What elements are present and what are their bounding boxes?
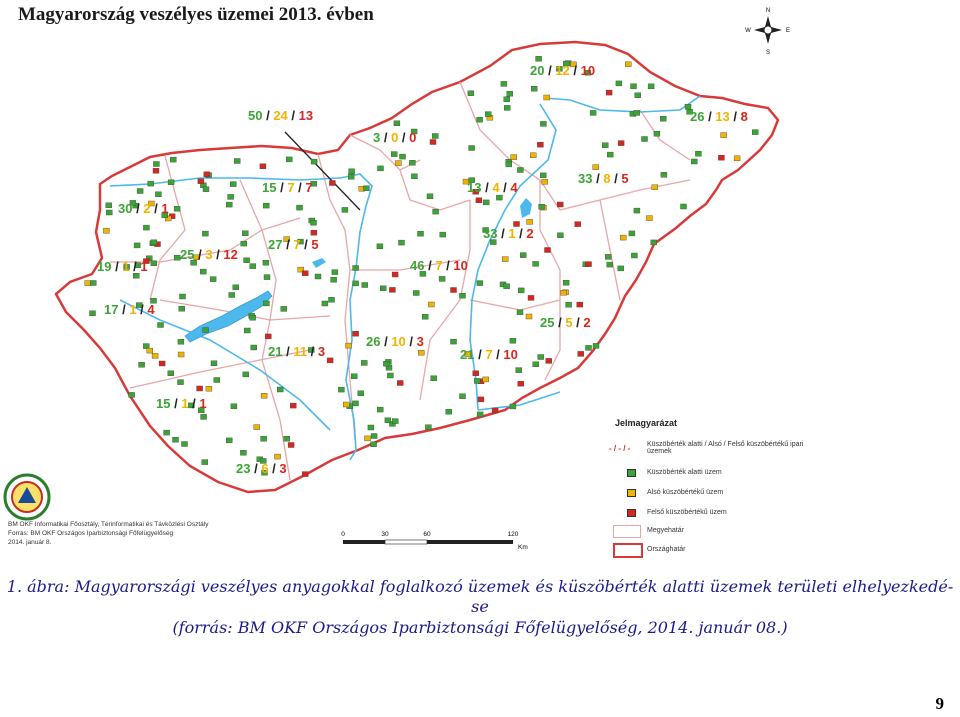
plant-marker xyxy=(178,339,184,344)
credit-line: 2014. január 8. xyxy=(8,539,52,546)
legend-green-symbol xyxy=(627,469,636,477)
county-count-fejer_s: 21 / 11 / 3 xyxy=(268,344,326,359)
plant-marker xyxy=(526,314,532,319)
plant-marker xyxy=(577,302,583,307)
plant-marker xyxy=(371,442,377,447)
plant-marker xyxy=(263,260,269,265)
plant-marker xyxy=(510,404,516,409)
plant-marker xyxy=(542,179,548,184)
plant-marker xyxy=(473,371,479,376)
plant-marker xyxy=(431,376,437,381)
plant-marker xyxy=(485,112,491,117)
county-count-budapest: 50 / 24 / 13 xyxy=(248,108,314,123)
plant-marker xyxy=(234,159,240,164)
plant-marker xyxy=(477,412,483,417)
plant-marker xyxy=(527,219,533,224)
plant-marker xyxy=(483,200,489,205)
plant-marker xyxy=(377,407,383,412)
plant-marker xyxy=(155,192,161,197)
plant-marker xyxy=(203,187,209,192)
plant-marker xyxy=(691,159,697,164)
plant-marker xyxy=(327,358,333,363)
county-count-szabolcs: 26 / 13 / 8 xyxy=(690,109,748,124)
plant-marker xyxy=(501,81,507,86)
plant-marker xyxy=(106,210,112,215)
plant-marker xyxy=(263,203,269,208)
compass-n: N xyxy=(765,8,771,14)
plant-marker xyxy=(483,377,489,382)
county-count-csongrad: 21 / 7 / 10 xyxy=(460,347,518,362)
plant-marker xyxy=(263,301,269,306)
plant-marker xyxy=(557,233,563,238)
plant-marker xyxy=(148,181,154,186)
plant-marker xyxy=(395,161,401,166)
plant-marker xyxy=(432,134,438,139)
page-number: 9 xyxy=(935,694,944,713)
plant-marker xyxy=(634,208,640,213)
map-legend xyxy=(605,417,820,562)
plant-marker xyxy=(625,62,631,67)
plant-marker xyxy=(718,155,724,160)
plant-marker xyxy=(265,334,271,339)
plant-marker xyxy=(331,277,337,282)
compass-rose xyxy=(745,8,790,56)
plant-marker xyxy=(590,110,596,115)
county-count-veszprem: 25 / 3 / 12 xyxy=(180,247,238,262)
compass-e: E xyxy=(785,28,791,34)
plant-marker xyxy=(277,387,283,392)
plant-marker xyxy=(322,301,328,306)
plant-marker xyxy=(178,380,184,385)
plant-marker xyxy=(631,253,637,258)
county-count-komarom: 15 / 7 / 7 xyxy=(262,180,313,195)
plant-marker xyxy=(297,205,303,210)
plant-marker xyxy=(168,180,174,185)
plant-marker xyxy=(329,297,335,302)
legend-red-symbol xyxy=(627,509,636,517)
plant-marker xyxy=(349,169,355,174)
plant-marker xyxy=(446,409,452,414)
plant-marker xyxy=(635,93,641,98)
plant-marker xyxy=(504,105,510,110)
plant-marker xyxy=(365,436,371,441)
plant-marker xyxy=(351,374,357,379)
plant-marker xyxy=(338,387,344,392)
figure-caption-line2: se xyxy=(471,597,489,616)
plant-marker xyxy=(106,203,112,208)
legend-item-yellow: Alsó küszöbértékű üzem xyxy=(647,489,724,496)
plant-marker xyxy=(180,294,186,299)
plant-marker xyxy=(210,277,216,282)
plant-marker xyxy=(631,84,637,89)
plant-marker xyxy=(315,274,321,279)
county-count-borsod: 20 / 12 / 10 xyxy=(530,63,596,78)
plant-marker xyxy=(173,437,179,442)
legend-county-symbol xyxy=(613,525,641,538)
plant-marker xyxy=(620,235,626,240)
plant-marker xyxy=(538,355,544,360)
plant-marker xyxy=(578,351,584,356)
plant-marker xyxy=(168,371,174,376)
plant-marker xyxy=(537,142,543,147)
plant-marker xyxy=(651,240,657,245)
plant-marker xyxy=(362,283,368,288)
plant-marker xyxy=(139,362,145,367)
plant-marker xyxy=(397,381,403,386)
legend-item-country: Országhatár xyxy=(647,546,686,553)
plant-marker xyxy=(197,386,203,391)
plant-marker xyxy=(392,272,398,277)
plant-marker xyxy=(332,270,338,275)
plant-marker xyxy=(695,151,701,156)
plant-marker xyxy=(261,393,267,398)
plant-marker xyxy=(288,443,294,448)
legend-item-ratio: Küszöbérték alatti / Alsó / Felső küszöbértékű ipari üzemek xyxy=(647,441,804,455)
plant-marker xyxy=(634,110,640,115)
plant-marker xyxy=(425,425,431,430)
plant-marker xyxy=(151,240,157,245)
plant-marker xyxy=(153,168,159,173)
plant-marker xyxy=(164,430,170,435)
plant-marker xyxy=(646,216,652,221)
plant-marker xyxy=(520,253,526,258)
plant-marker xyxy=(654,131,660,136)
plant-marker xyxy=(516,368,522,373)
plant-marker xyxy=(244,258,250,263)
plant-marker xyxy=(254,425,260,430)
plant-marker xyxy=(721,133,727,138)
plant-marker xyxy=(241,241,247,246)
map-title: Magyarország veszélyes üzemei 2013. évben xyxy=(18,4,374,25)
plant-marker xyxy=(377,244,383,249)
plant-marker xyxy=(211,361,217,366)
county-count-pest: 27 / 7 / 5 xyxy=(268,237,319,252)
plant-marker xyxy=(179,306,185,311)
legend-yellow-symbol xyxy=(627,489,636,497)
plant-marker xyxy=(439,276,445,281)
plant-marker xyxy=(378,166,384,171)
plant-marker xyxy=(575,222,581,227)
plant-marker xyxy=(605,254,611,259)
scale-tick-30: 30 xyxy=(381,531,389,538)
plant-marker xyxy=(103,228,109,233)
plant-marker xyxy=(391,152,397,157)
legend-country-symbol xyxy=(613,543,643,558)
plant-marker xyxy=(394,121,400,126)
plant-marker xyxy=(387,373,393,378)
plant-marker xyxy=(134,243,140,248)
plant-marker xyxy=(681,204,687,209)
plant-marker xyxy=(460,293,466,298)
plant-marker xyxy=(363,186,369,191)
county-count-hajdu: 33 / 8 / 5 xyxy=(578,171,629,186)
plant-marker xyxy=(409,160,415,165)
plant-marker xyxy=(496,195,502,200)
plant-marker xyxy=(476,198,482,203)
plant-marker xyxy=(202,231,208,236)
plant-marker xyxy=(204,172,210,177)
plant-marker xyxy=(606,90,612,95)
scale-bar xyxy=(341,531,528,551)
credit-line: BM OKF Informatikai Főosztály, Térinformatikai és Távközlési Osztály xyxy=(8,521,209,528)
plant-marker xyxy=(642,137,648,142)
plant-marker xyxy=(284,436,290,441)
plant-marker xyxy=(474,378,480,383)
plant-marker xyxy=(290,403,296,408)
plant-marker xyxy=(648,84,654,89)
plant-marker xyxy=(661,172,667,177)
plant-marker xyxy=(528,295,534,300)
plant-marker xyxy=(353,266,359,271)
plant-marker xyxy=(201,414,207,419)
plant-marker xyxy=(540,173,546,178)
plant-marker xyxy=(385,418,391,423)
plant-marker xyxy=(400,154,406,159)
plant-marker xyxy=(545,248,551,253)
plant-marker xyxy=(353,401,359,406)
plant-marker xyxy=(137,189,143,194)
plant-marker xyxy=(243,372,249,377)
plant-marker xyxy=(311,159,317,164)
plant-marker xyxy=(342,207,348,212)
plant-marker xyxy=(368,425,374,430)
plant-marker xyxy=(504,284,510,289)
plant-marker xyxy=(90,311,96,316)
county-count-vas: 19 / 1 / 1 xyxy=(97,259,148,274)
county-count-heves: 13 / 4 / 4 xyxy=(467,180,518,195)
plant-marker xyxy=(530,153,536,158)
plant-marker xyxy=(544,95,550,100)
plant-marker xyxy=(311,230,317,235)
plant-marker xyxy=(517,310,523,315)
plant-marker xyxy=(147,348,153,353)
plant-marker xyxy=(418,231,424,236)
scale-tick-0: 0 xyxy=(341,531,345,538)
plant-marker xyxy=(422,314,428,319)
plant-marker xyxy=(427,194,433,199)
plant-marker xyxy=(511,155,517,160)
plant-marker xyxy=(143,344,149,349)
plant-marker xyxy=(593,343,599,348)
legend-item-green: Küszöbérték alatti üzem xyxy=(647,469,722,476)
plant-marker xyxy=(451,288,457,293)
plant-marker xyxy=(593,165,599,170)
county-count-zala: 17 / 1 / 4 xyxy=(104,302,155,317)
plant-marker xyxy=(616,81,622,86)
plant-marker xyxy=(752,130,758,135)
plant-marker xyxy=(226,438,232,443)
figure-caption-line1: 1. ábra: Magyarországi veszélyes anyagokkal foglalkozó üzemek és küszöbérték alatti üzemek területi elhelyezkedé- xyxy=(6,577,954,596)
plant-marker xyxy=(170,157,176,162)
plant-marker xyxy=(143,225,149,230)
legend-ratio-symbol: - / - / - xyxy=(609,444,631,453)
plant-marker xyxy=(518,381,524,386)
county-count-szolnok: 46 / 7 / 10 xyxy=(410,258,468,273)
plant-marker xyxy=(198,179,204,184)
plant-marker xyxy=(214,378,220,383)
plant-marker xyxy=(182,442,188,447)
plant-marker xyxy=(371,434,377,439)
plant-marker xyxy=(242,231,248,236)
plant-marker xyxy=(353,281,359,286)
plant-marker xyxy=(343,402,349,407)
plant-marker xyxy=(203,328,209,333)
plant-marker xyxy=(286,157,292,162)
plant-marker xyxy=(250,315,256,320)
plant-marker xyxy=(228,194,234,199)
plant-marker xyxy=(557,202,563,207)
plant-marker xyxy=(440,232,446,237)
plant-marker xyxy=(531,86,537,91)
figure-caption-source: (forrás: BM OKF Országos Iparbiztonsági Főfelügyelőség, 2014. január 08.) xyxy=(172,618,788,637)
plant-marker xyxy=(399,240,405,245)
plant-marker xyxy=(411,174,417,179)
plant-marker xyxy=(348,174,354,179)
okf-logo xyxy=(5,475,49,519)
plant-marker xyxy=(586,345,592,350)
plant-marker xyxy=(607,152,613,157)
plant-marker xyxy=(518,288,524,293)
plant-marker xyxy=(451,339,457,344)
plant-marker xyxy=(629,231,635,236)
plant-marker xyxy=(563,280,569,285)
plant-marker xyxy=(468,91,474,96)
plant-marker xyxy=(492,408,498,413)
scale-tick-120: 120 xyxy=(507,531,519,538)
scale-tick-60: 60 xyxy=(423,531,431,538)
plant-marker xyxy=(229,293,235,298)
plant-marker xyxy=(433,209,439,214)
plant-marker xyxy=(618,141,624,146)
plant-marker xyxy=(418,350,424,355)
plant-marker xyxy=(302,472,308,477)
plant-marker xyxy=(652,185,658,190)
plant-marker xyxy=(607,262,613,267)
plant-marker xyxy=(540,121,546,126)
plant-marker xyxy=(152,353,158,358)
plant-marker xyxy=(233,285,239,290)
county-count-bekes: 25 / 5 / 2 xyxy=(540,315,591,330)
plant-marker xyxy=(533,362,539,367)
plant-marker xyxy=(261,436,267,441)
plant-marker xyxy=(413,291,419,296)
plant-marker xyxy=(510,338,516,343)
plant-marker xyxy=(392,419,398,424)
plant-marker xyxy=(358,391,364,396)
plant-marker xyxy=(206,386,212,391)
plant-marker xyxy=(231,404,237,409)
plant-marker xyxy=(329,181,335,186)
plant-marker xyxy=(151,261,157,266)
county-count-bacs: 26 / 10 / 3 xyxy=(366,334,424,349)
plant-marker xyxy=(478,397,484,402)
plant-marker xyxy=(264,275,270,280)
plant-marker xyxy=(380,286,386,291)
plant-marker xyxy=(281,306,287,311)
plant-marker xyxy=(159,361,165,366)
plant-marker xyxy=(251,345,257,350)
plant-marker xyxy=(539,204,545,209)
county-count-nograd: 3 / 0 / 0 xyxy=(373,130,417,145)
plant-marker xyxy=(469,146,475,151)
plant-marker xyxy=(302,271,308,276)
plant-marker xyxy=(129,392,135,397)
plant-marker xyxy=(602,143,608,148)
plant-marker xyxy=(506,162,512,167)
plant-marker xyxy=(533,261,539,266)
plant-marker xyxy=(430,140,436,145)
plant-marker xyxy=(561,290,567,295)
plant-marker xyxy=(244,328,250,333)
plant-marker xyxy=(311,220,317,225)
credit-line: Forrás: BM OKF Országos Iparbiztonsági Főfelügyelőség xyxy=(8,530,174,537)
plant-marker xyxy=(353,331,359,336)
plant-marker xyxy=(428,302,434,307)
plant-marker xyxy=(230,182,236,187)
plant-marker xyxy=(507,91,513,96)
plant-marker xyxy=(504,97,510,102)
plant-marker xyxy=(477,281,483,286)
plant-marker xyxy=(90,281,96,286)
plant-marker xyxy=(618,266,624,271)
plant-marker xyxy=(275,454,281,459)
plant-marker xyxy=(260,164,266,169)
plant-marker xyxy=(85,281,91,286)
plant-marker xyxy=(734,156,740,161)
plant-marker xyxy=(460,394,466,399)
map-credits xyxy=(8,520,208,547)
plant-marker xyxy=(174,206,180,211)
plant-marker xyxy=(158,323,164,328)
compass-s: S xyxy=(765,50,771,56)
plant-marker xyxy=(383,361,389,366)
plant-marker xyxy=(240,450,246,455)
legend-title: Jelmagyarázat xyxy=(615,418,678,428)
plant-marker xyxy=(346,343,352,348)
scale-unit: Km xyxy=(518,544,528,551)
county-count-baranya: 23 / 6 / 3 xyxy=(236,461,287,476)
plant-marker xyxy=(517,168,523,173)
plant-marker xyxy=(536,56,542,61)
plant-marker xyxy=(200,269,206,274)
plant-marker xyxy=(226,202,232,207)
plant-marker xyxy=(153,162,159,167)
county-count-gyor: 30 / 2 / 1 xyxy=(118,201,169,216)
plant-marker xyxy=(586,262,592,267)
plant-marker xyxy=(361,360,367,365)
legend-item-red: Felső küszöbértékű üzem xyxy=(647,509,727,516)
legend-item-county: Megyehatár xyxy=(647,527,684,534)
plant-marker xyxy=(202,460,208,465)
plant-marker xyxy=(660,116,666,121)
plant-marker xyxy=(546,358,552,363)
plant-marker xyxy=(389,287,395,292)
plant-marker xyxy=(502,257,508,262)
compass-w: W xyxy=(745,28,751,34)
county-count-jasz: 33 / 1 / 2 xyxy=(483,226,534,241)
plant-marker xyxy=(566,302,572,307)
county-count-somogy: 15 / 1 / 1 xyxy=(156,396,207,411)
plant-marker xyxy=(250,264,256,269)
plant-marker xyxy=(178,352,184,357)
plant-marker xyxy=(477,117,483,122)
